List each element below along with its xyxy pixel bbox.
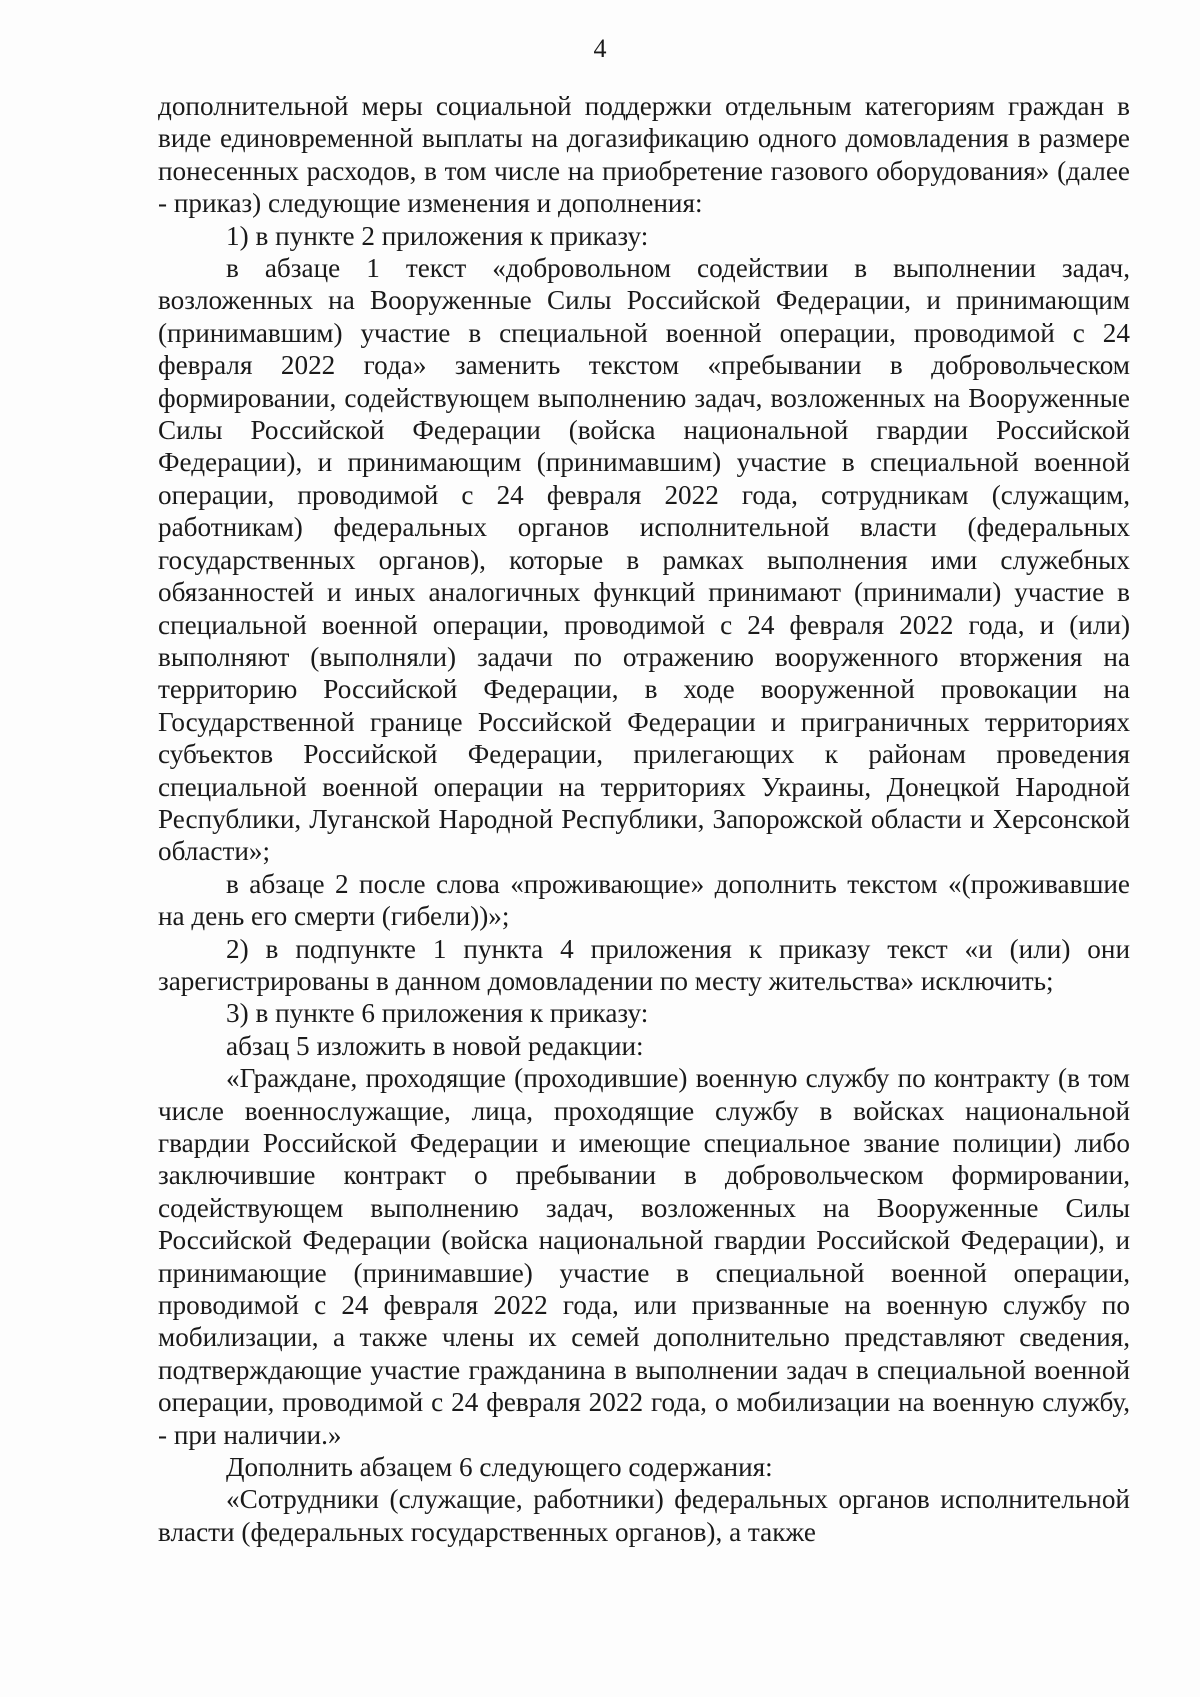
paragraph-abzac-5-text: «Граждане, проходящие (проходившие) военную службу по контракту (в том числе военнослужащие, лица, проходящие службу в войсках национальной гвардии Российской Федерации и имеющие специальное звание полиции) либо заключившие контракт о пребывании в добровольческом формировании, содействующем выполнению задач, возложенных на Вооруженные Силы Российской Федерации (войска национальной гвардии Российской Федерации), и принимающие (принимавшие) участие в специальной военной операции, проводимой с 24 февраля 2022 года, или призванные на военную службу по мобилизации, а также члены их семей дополнительно представляют сведения, подтверждающие участие гражданина в выполнении задач в специальной военной операции, проводимой с 24 февраля 2022 года, о мобилизации на военную службу, - при наличии.» xyxy=(158,1063,1130,1450)
paragraph-item-2: 2) в подпункте 1 пункта 4 приложения к приказу текст «и (или) они зарегистрированы в данном домовладении по месту жительства» исключить; xyxy=(158,933,1130,996)
paragraph-abzac-6-intro: Дополнить абзацем 6 следующего содержания: xyxy=(226,1452,773,1483)
paragraph-abzac-5-intro: абзац 5 изложить в новой редакции: xyxy=(226,1030,644,1061)
paragraph-item-1: 1) в пункте 2 приложения к приказу: xyxy=(226,220,649,251)
document-body xyxy=(158,90,1130,1548)
paragraph-continuation: дополнительной меры социальной поддержки отдельным категориям граждан в виде единовременной выплаты на догазификацию одного домовладения в размере понесенных расходов, в том числе на приобретение газового оборудования» (далее - приказ) следующие изменения и дополнения: xyxy=(158,91,1130,219)
paragraph-abzac-6-text: «Сотрудники (служащие, работники) федеральных органов исполнительной власти (федеральных государственных органов), а также xyxy=(158,1484,1130,1547)
page-number: 4 xyxy=(593,34,607,63)
paragraph-item-3: 3) в пункте 6 приложения к приказу: xyxy=(226,998,649,1029)
paragraph-abzac-2: в абзаце 2 после слова «проживающие» дополнить текстом «(проживавшие на день его смерти (гибели))»; xyxy=(158,868,1130,932)
paragraph-abzac-1: в абзаце 1 текст «добровольном содействии в выполнении задач, возложенных на Вооруженные Силы Российской Федерации, и принимающим (принимавшим) участие в специальной военной операции, проводимой с 24 февраля 2022 года» заменить текстом «пребывании в добровольческом формировании, содействующем выполнению задач, возложенных на Вооруженные Силы Российской Федерации (войска национальной гвардии Российской Федерации), и принимающим (принимавшим) участие в специальной военной операции, проводимой с 24 февраля 2022 года, сотрудникам (служащим, работникам) федеральных органов исполнительной власти (федеральных государственных органов), которые в рамках выполнения ими служебных обязанностей и иных аналогичных функций принимают (принимали) участие в специальной военной операции, проводимой с 24 февраля 2022 года, и (или) выполняют (выполняли) задачи по отражению вооруженного вторжения на территорию Российской Федерации, в ходе вооруженной провокации на Государственной границе Российской Федерации и приграничных территориях субъектов Российской Федерации, прилегающих к районам проведения специальной военной операции на территориях Украины, Донецкой Народной Республики, Луганской Народной Республики, Запорожской области и Херсонской области»; xyxy=(158,253,1130,867)
